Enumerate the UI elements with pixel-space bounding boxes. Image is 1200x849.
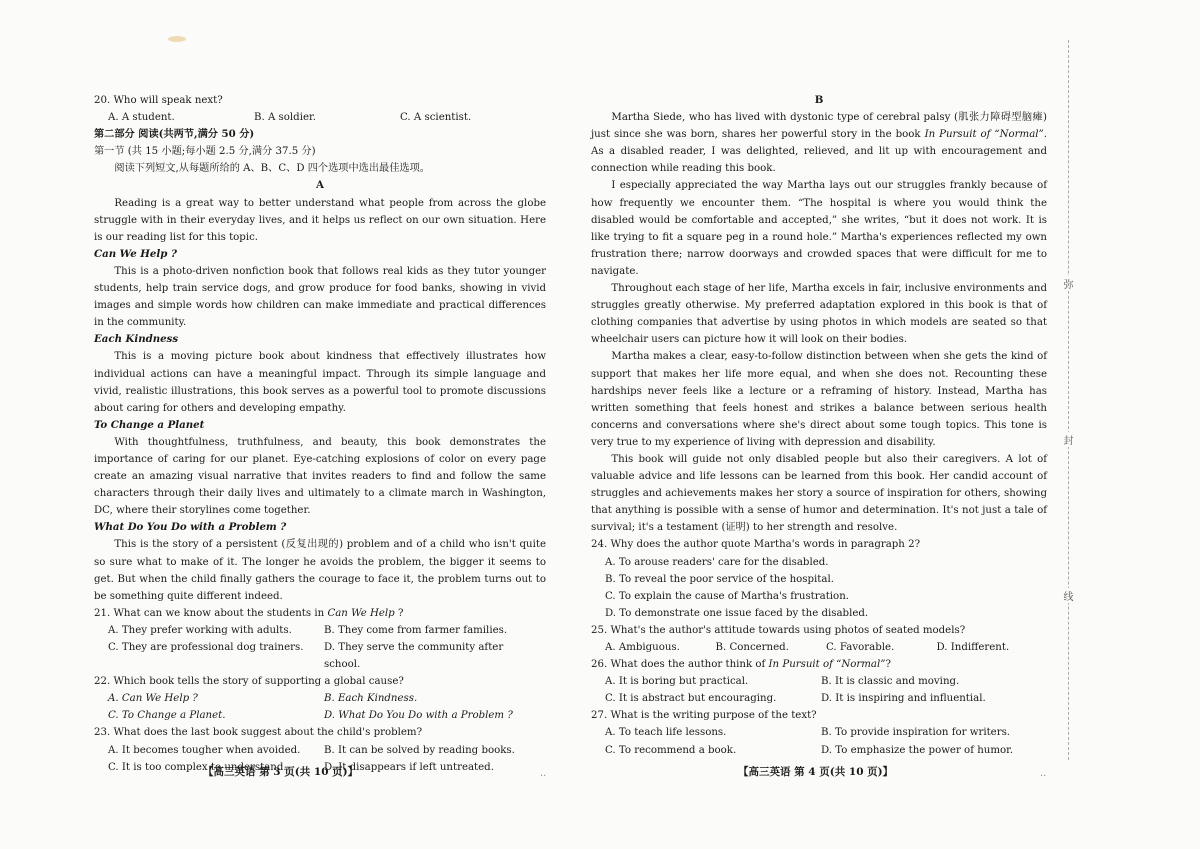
question-21-options-row2: [94, 639, 546, 673]
footer-dots-left: ..: [540, 768, 547, 779]
option-a: A. A student.: [108, 112, 175, 124]
right-page: [591, 92, 1047, 759]
option-c: C. To Change a Planet.: [108, 710, 226, 722]
option-c: C. To explain the cause of Martha's frustration.: [605, 590, 849, 602]
left-page: [94, 92, 546, 776]
option-d: D. Indifferent.: [936, 642, 1010, 653]
question-25-options: [591, 639, 1047, 656]
option-c: C. They are professional dog trainers.: [108, 642, 304, 653]
book-desc-can-we-help: This is a photo-driven nonfiction book that follows real kids as they tutor younger students, help train service dogs, and grow produce for food banks, showing in vivid images and simple words how children can make immediate and practical differences in the community.: [94, 265, 546, 329]
book-desc-what-do-you-do: This is the story of a persistent (反复出现的) problem and of a child who isn't quite so sure what to make of it. The longer he avoids the problem, the bigger it seems to get. But when the child finally gathers the courage to face it, the problem turns out to be something quite different indeed.: [94, 539, 546, 602]
option-c: C. A scientist.: [400, 112, 472, 124]
passage-a-label: A: [316, 179, 324, 192]
question-27-options-row2: [591, 742, 1047, 759]
page-footer-left: 【高三英语 第 3 页(共 10 页)】: [203, 766, 359, 778]
page-footer-right: 【高三英语 第 4 页(共 10 页)】: [738, 766, 894, 778]
option-a: A. It is boring but practical.: [605, 676, 749, 688]
option-a: A. They prefer working with adults.: [108, 624, 292, 636]
option-d: D. They serve the community after school.: [324, 642, 504, 671]
option-d: D. It disappears if left untreated.: [324, 761, 494, 773]
passage-b-label: B: [814, 94, 824, 106]
option-d: D. To demonstrate one issue faced by the disabled.: [605, 607, 869, 619]
binding-char-mi: 弥: [1061, 276, 1076, 291]
passage-b-paragraph-4: Martha makes a clear, easy-to-follow distinction between when she gets the kind of support that makes her life more equal, and when she does not. Recounting these hardships never feels like a lecture or a reframing of history. Instead, Martha has written something that feels honest and strikes a balance between serious health concerns and conversations where she's direct about some tough topics. This tone is very true to my experience of living with depression and disability.: [591, 351, 1047, 448]
question-23-options-row1: [94, 742, 546, 759]
book-title-can-we-help: Can We Help ?: [94, 247, 177, 260]
option-a: A. Can We Help ?: [108, 693, 198, 705]
passage-b-paragraph-1: Martha Siede, who has lived with dystonic type of cerebral palsy (肌张力障碍型脑瘫) just since she was born, shares her powerful story in the book In Pursuit of “Normal”. As a disabled reader, I was delighted, relieved, and lit up with encouragement and connection while reading this book.: [591, 112, 1047, 175]
question-25: 25. What's the author's attitude towards using photos of seated models?: [591, 624, 966, 636]
question-20-options: [94, 109, 546, 126]
option-d: D. It is inspiring and influential.: [821, 693, 986, 705]
question-26-options-row2: [591, 690, 1047, 707]
option-a: A. To teach life lessons.: [605, 727, 727, 739]
option-a: A. To arouse readers' care for the disabled.: [605, 556, 829, 568]
book-desc-each-kindness: This is a moving picture book about kindness that effectively illustrates how individual actions can have a meaningful impact. Through its simple language and vivid, realistic illustrations, this book serves as a powerful tool to promote discussions about caring for others and developing empathy.: [94, 351, 546, 414]
question-20: 20. Who will speak next?: [94, 95, 223, 106]
question-22-options-row1: [94, 690, 546, 707]
passage-b-paragraph-3: Throughout each stage of her life, Martha excels in fair, inclusive environments and struggles greatly otherwise. My preferred adaptation explored in this book is that of clothing companies that advertise by using photos in which models are seated so that wheelchair users can picture how it will look on their bodies.: [591, 283, 1047, 346]
print-smudge: [168, 36, 186, 42]
option-a: A. Ambiguous.: [605, 642, 680, 653]
question-26: 26. What does the author think of In Pursuit of “Normal”?: [591, 659, 891, 671]
footer-dots-right: ..: [1040, 768, 1047, 779]
option-b: B. It is classic and moving.: [821, 676, 960, 688]
book-title-each-kindness: Each Kindness: [94, 333, 179, 346]
book-desc-to-change-a-planet: With thoughtfulness, truthfulness, and beauty, this book demonstrates the importance of caring for our planet. Eye-catching explosions of color on every page create an amazing visual narrative that invites readers to find and follow the same characters through their daily lives and ultimately to a climate march in Washington, DC, where their storylines come together.: [94, 436, 546, 517]
book-title-what-do-you-do: What Do You Do with a Problem ?: [94, 521, 287, 534]
reading-instruction: 阅读下列短文,从每题所给的 A、B、C、D 四个选项中选出最佳选项。: [114, 163, 430, 175]
option-b: B. To reveal the poor service of the hospital.: [605, 573, 834, 585]
option-d: D. To emphasize the power of humor.: [821, 744, 1014, 756]
option-b: B. A soldier.: [254, 112, 316, 124]
binding-seal-line: [1068, 40, 1069, 760]
question-21-options-row1: [94, 622, 546, 639]
option-c: C. Favorable.: [826, 642, 895, 653]
question-24: 24. Why does the author quote Martha's words in paragraph 2?: [591, 539, 921, 551]
option-d: D. What Do You Do with a Problem ?: [324, 710, 513, 722]
binding-char-feng: 封: [1061, 432, 1076, 447]
question-21: 21. What can we know about the students in Can We Help ?: [94, 607, 404, 619]
book-title-to-change-a-planet: To Change a Planet: [94, 418, 205, 431]
question-27-options-row1: [591, 724, 1047, 741]
question-27: 27. What is the writing purpose of the text?: [591, 710, 817, 722]
option-a: A. It becomes tougher when avoided.: [108, 744, 301, 756]
option-c: C. To recommend a book.: [605, 744, 737, 756]
option-b: B. To provide inspiration for writers.: [821, 727, 1011, 739]
option-b: B. They come from farmer families.: [324, 624, 508, 636]
option-c: C. It is abstract but encouraging.: [605, 693, 777, 705]
option-b: B. Each Kindness.: [324, 693, 418, 705]
passage-b-paragraph-5: This book will guide not only disabled people but also their caregivers. A lot of valuable advice and life lessons can be learned from this book. Her candid account of struggles and achievements makes her story a source of inspiration for others, showing that anything is possible with a sense of humor and determination. It's not just a tale of survival; it's a testament (证明) to her strength and resolve.: [591, 453, 1047, 534]
question-26-options-row1: [591, 673, 1047, 690]
binding-char-xian: 线: [1061, 588, 1076, 603]
question-22-options-row2: [94, 707, 546, 724]
option-b: B. It can be solved by reading books.: [324, 744, 515, 756]
passage-a-intro: Reading is a great way to better understand what people from across the globe struggle with in their everyday lives, and it helps us reflect on our own situation. Here is our reading list for this topic.: [94, 197, 546, 243]
question-22: 22. Which book tells the story of supporting a global cause?: [94, 676, 404, 688]
option-b: B. Concerned.: [715, 642, 789, 653]
section-one-title: 第一节 (共 15 小题;每小题 2.5 分,满分 37.5 分): [94, 146, 316, 158]
question-23: 23. What does the last book suggest about the child's problem?: [94, 727, 423, 739]
option-c: C. It is too complex to understand.: [108, 761, 287, 773]
part-two-title: 第二部分 阅读(共两节,满分 50 分): [94, 128, 255, 141]
passage-b-paragraph-2: I especially appreciated the way Martha lays out our struggles frankly because of how frequently we encounter them. “The hospital is where you would think the disabled would be comfortable and accepted,” she writes, “but it does not work. It is like trying to fit a square peg in a round hole.” Martha's experiences reflected my own frustration there; narrow doorways and crowded spaces that were difficult for me to navigate.: [591, 180, 1047, 277]
